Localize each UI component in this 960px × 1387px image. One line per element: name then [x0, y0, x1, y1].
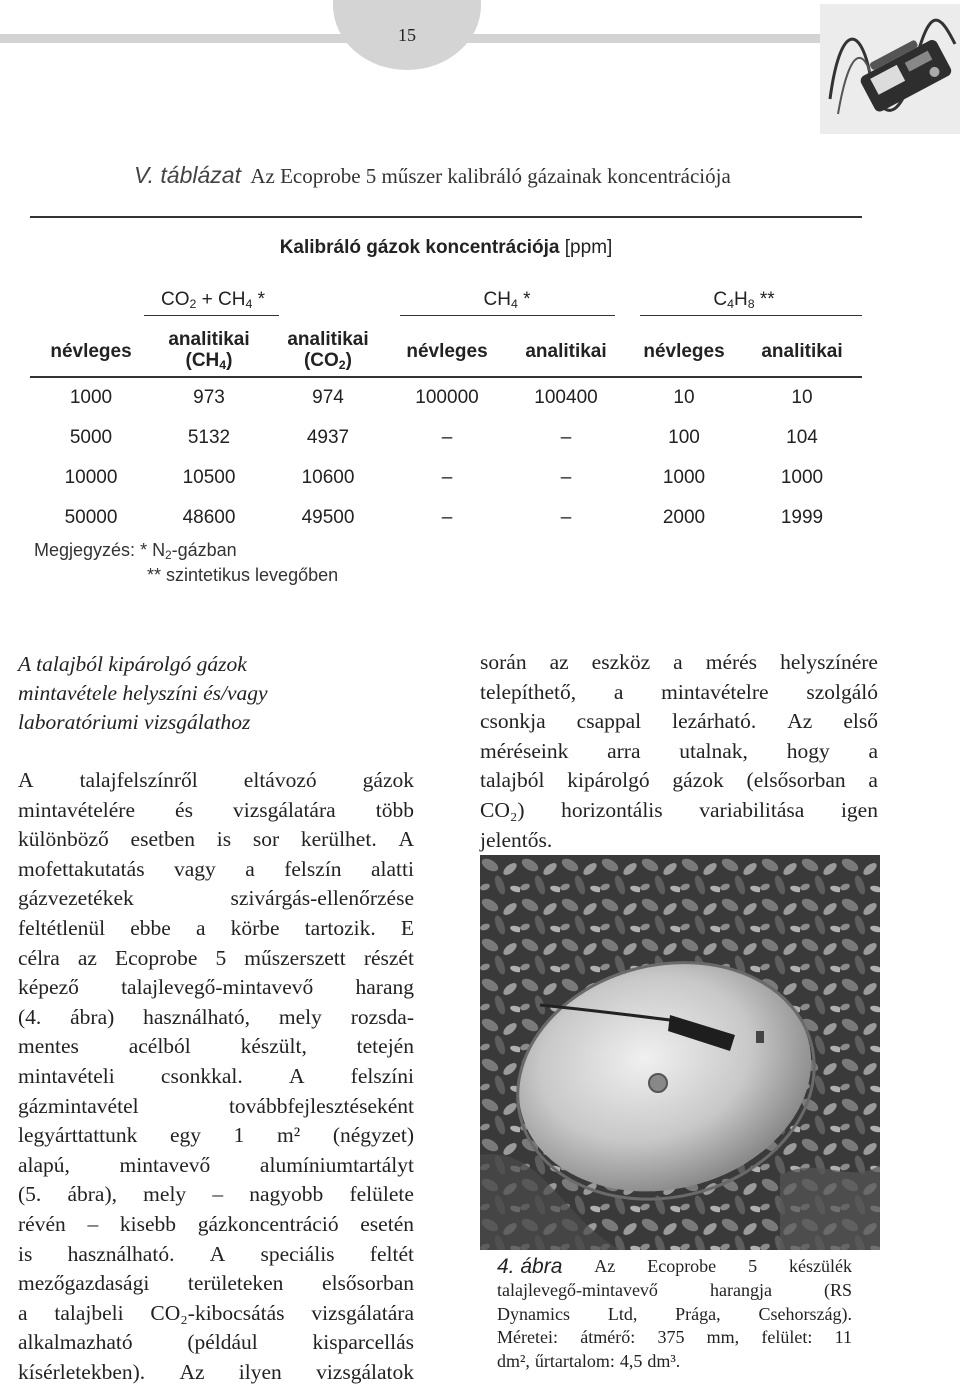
- table-caption-label: V. táblázat: [134, 162, 241, 188]
- header-band-line: [0, 34, 960, 43]
- caption-line: talajlevegő-mintavevő harangja (RS: [497, 1279, 852, 1300]
- group-rule-2: [400, 315, 615, 316]
- cell: 10000: [64, 467, 118, 488]
- page-header: [0, 0, 960, 140]
- col-header-nominal-2: névleges: [406, 341, 488, 362]
- col-header-analytic-3: analitikai: [761, 341, 843, 362]
- text-line: révén – kisebb gázkoncentráció esetén: [18, 1211, 414, 1236]
- section-heading: A talajból kipárolgó gázok mintavétele helyszíni és/vagy laboratóriumi vizsgálathoz: [18, 652, 268, 734]
- col-header-nominal-1: névleges: [50, 341, 132, 362]
- text-line: alkalmazható (például kisparcellás: [18, 1330, 414, 1355]
- caption-line: Méretei: átmérő: 375 mm, felület: 11: [497, 1327, 852, 1348]
- cell: 10: [791, 387, 813, 408]
- text-line: mofettakutatás vagy a felszín alatti: [18, 856, 414, 881]
- group-rule-3: [640, 315, 862, 316]
- cell: 1000: [69, 387, 113, 408]
- cell: 4937: [306, 427, 350, 448]
- text-line: talajból kipárolgó gázok (elsősorban a: [480, 768, 878, 793]
- text-line: a talajbeli CO₂-kibocsátás vizsgálatára: [18, 1300, 414, 1325]
- cell: 100: [668, 427, 700, 448]
- cell: 49500: [301, 507, 355, 528]
- text-line: legyárttattunk egy 1 m² (négyzet): [18, 1123, 414, 1148]
- cell: –: [560, 427, 572, 448]
- cell: 10500: [182, 467, 236, 488]
- text-line: mentes acélból készült, tetején: [18, 1034, 414, 1059]
- cell: 10: [673, 387, 695, 408]
- text-line: kísérletekben). Az ilyen vizsgálatok: [18, 1359, 414, 1384]
- col-header-nominal-3: névleges: [643, 341, 725, 362]
- cell: 1999: [780, 507, 824, 528]
- cell: –: [441, 507, 453, 528]
- table-caption-text: Az Ecoprobe 5 műszer kalibráló gázainak koncentrációja: [250, 164, 731, 188]
- text-line: mintavételi csonkkal. A felszíni: [18, 1063, 414, 1088]
- text-line: (5. ábra), mely – nagyobb felülete: [18, 1182, 414, 1207]
- top-header-unit: [ppm]: [564, 237, 613, 258]
- caption-line: 4. ábra Az Ecoprobe 5 készülék: [497, 1255, 852, 1278]
- figure-caption: [497, 1255, 852, 1374]
- text-line: telepíthető, a mintavételre szolgáló: [480, 679, 878, 704]
- cell: –: [560, 507, 572, 528]
- text-line: A talajfelszínről eltávozó gázok: [18, 768, 414, 792]
- page-number: 15: [333, 0, 481, 70]
- group-rule-1: [144, 315, 279, 316]
- text-line: jelentős.: [480, 827, 553, 852]
- right-text-column: [480, 648, 878, 855]
- cell: 48600: [182, 507, 236, 528]
- cell: 100400: [534, 387, 598, 408]
- text-line: gázmintavétel továbbfejlesztéseként: [18, 1093, 414, 1118]
- cell: 10600: [301, 467, 355, 488]
- note-1: * $N_2$-gázban: [140, 540, 237, 562]
- instrument-logo-icon: [820, 4, 960, 134]
- cell: –: [441, 427, 453, 448]
- text-line: méréseink arra utalnak, hogy a: [480, 738, 878, 763]
- caption-line: Dynamics Ltd, Prága, Csehország).: [497, 1303, 852, 1324]
- table-header-rule: [30, 376, 862, 378]
- cell: 974: [312, 387, 344, 408]
- cell: 973: [193, 387, 225, 408]
- sampling-bell-photo: [480, 855, 880, 1250]
- cell: –: [441, 467, 453, 488]
- cell: 104: [786, 427, 818, 448]
- cell: 50000: [64, 507, 118, 528]
- cell: 1000: [780, 467, 824, 488]
- text-line: gázvezetékek szivárgás-ellenőrzése: [18, 886, 414, 911]
- cell: 2000: [662, 507, 706, 528]
- cell: 1000: [662, 467, 706, 488]
- group-ch4: $CH_4$ *: [483, 289, 531, 311]
- text-line: különböző esetben is sor kerülhet. A: [18, 827, 414, 852]
- text-line: során az eszköz a mérés helyszínére: [480, 650, 878, 674]
- text-line: mezőgazdasági területeken elsősorban: [18, 1271, 414, 1296]
- group-c4h8: $C_4H_8$ **: [713, 289, 775, 311]
- cell: 100000: [415, 387, 479, 408]
- left-text-column: [18, 766, 414, 1387]
- text-line: csonkja csappal lezárható. Az első: [480, 709, 878, 734]
- table-caption: [134, 162, 731, 189]
- col-header-analytic-2: analitikai: [525, 341, 607, 362]
- top-header-bold: Kalibráló gázok koncentrációja: [279, 237, 560, 258]
- text-line: célra az Ecoprobe 5 műszerszett részét: [18, 945, 414, 970]
- cell: 5132: [187, 427, 231, 448]
- text-line: feltétlenül ebbe a körbe tartozik. E: [18, 915, 414, 940]
- table-note: [34, 540, 237, 562]
- cell: 5000: [69, 427, 113, 448]
- text-line: mintavételére és vizsgálatára több: [18, 797, 414, 822]
- text-line: CO₂) horizontális variabilitása igen: [480, 797, 878, 822]
- text-line: alapú, mintavevő alumíniumtartályt: [18, 1152, 414, 1177]
- col-header-analytic-ch4: analitikai $(CH_4)$: [168, 329, 250, 372]
- group-co2-ch4: $CO_2 + CH_4$ *: [160, 289, 266, 311]
- table-top-header: [280, 237, 613, 259]
- col-header-analytic-co2: analitikai $(CO_2)$: [287, 329, 369, 372]
- text-line: (4. ábra) használható, mely rozsda-: [18, 1004, 414, 1029]
- note-2: ** szintetikus levegőben: [147, 565, 339, 585]
- figure-label: 4. ábra: [497, 1255, 563, 1278]
- text-line: is használható. A speciális feltét: [18, 1241, 414, 1266]
- note-label: Megjegyzés:: [34, 540, 136, 560]
- table-top-rule: [30, 216, 862, 218]
- caption-line: dm², űrtartalom: 4,5 dm³.: [497, 1351, 681, 1372]
- cell: –: [560, 467, 572, 488]
- text-line: képező talajlevegő-mintavevő harang: [18, 975, 414, 1000]
